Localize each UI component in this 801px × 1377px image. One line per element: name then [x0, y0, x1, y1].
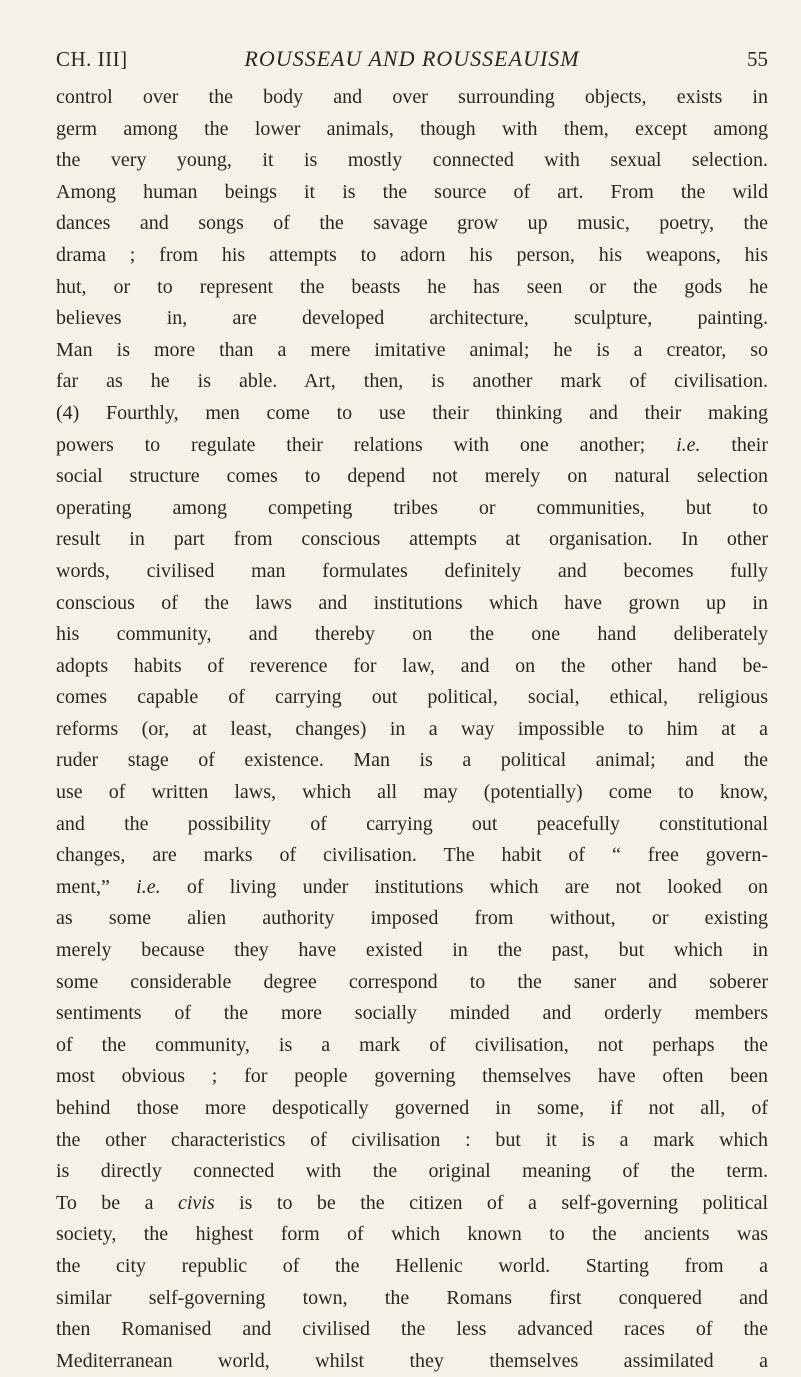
- text-line: Among human beings it is the source of art. From the wild: [56, 180, 768, 203]
- text-line: the other characteristics of civilisation : but it is a mark which: [56, 1128, 768, 1151]
- text-line: control over the body and over surrounding objects, exists in: [56, 86, 768, 108]
- text-line: ment,” i.e. of living under institutions which are not looked on: [56, 875, 768, 898]
- running-title: ROUSSEAU AND ROUSSEAUISM: [244, 46, 580, 71]
- text-line: use of written laws, which all may (potentially) come to know,: [56, 781, 768, 804]
- text-line: social structure comes to depend not merely on natural selection: [56, 465, 768, 488]
- text-line: hut, or to represent the beasts he has seen or the gods he: [56, 275, 768, 298]
- text-line: and the possibility of carrying out peacefully constitutional: [56, 812, 768, 835]
- text-line: the city republic of the Hellenic world. Starting from a: [56, 1254, 768, 1277]
- text-line: comes capable of carrying out political, social, ethical, religious: [56, 686, 768, 709]
- text-line: then Romanised and civilised the less advanced races of the: [56, 1318, 768, 1341]
- text-line: Man is more than a mere imitative animal; he is a creator, so: [56, 338, 768, 361]
- text-line: operating among competing tribes or communities, but to: [56, 496, 768, 519]
- text-line: similar self-governing town, the Romans first conquered and: [56, 1286, 768, 1309]
- text-line: the very young, it is mostly connected with sexual selection.: [56, 149, 768, 172]
- text-line: is directly connected with the original meaning of the term.: [56, 1160, 768, 1183]
- text-line: conscious of the laws and institutions which have grown up in: [56, 591, 768, 614]
- body-text: [56, 82, 768, 1377]
- text-line: his community, and thereby on the one hand deliberately: [56, 623, 768, 646]
- text-line: ruder stage of existence. Man is a political animal; and the: [56, 749, 768, 772]
- text-line: Mediterranean world, whilst they themselves assimilated a: [56, 1349, 768, 1372]
- text-line: powers to regulate their relations with one another; i.e. their: [56, 433, 768, 456]
- text-line: dances and songs of the savage grow up music, poetry, the: [56, 212, 768, 235]
- text-line: merely because they have existed in the past, but which in: [56, 939, 768, 962]
- text-line: sentiments of the more socially minded and orderly members: [56, 1002, 768, 1025]
- text-line: (4) Fourthly, men come to use their thinking and their making: [56, 401, 768, 424]
- text-line: most obvious ; for people governing themselves have often been: [56, 1065, 768, 1088]
- text-line: believes in, are developed architecture, sculpture, painting.: [56, 307, 768, 330]
- chapter-label: CH. III]: [56, 47, 128, 71]
- running-head: [56, 44, 768, 74]
- text-line: germ among the lower animals, though with them, except among: [56, 117, 768, 140]
- text-line: of the community, is a mark of civilisation, not perhaps the: [56, 1033, 768, 1056]
- text-line: some considerable degree correspond to the saner and soberer: [56, 970, 768, 993]
- text-line: society, the highest form of which known to the ancients was: [56, 1223, 768, 1246]
- text-line: reforms (or, at least, changes) in a way impossible to him at a: [56, 717, 768, 740]
- text-line: drama ; from his attempts to adorn his person, his weapons, his: [56, 243, 768, 266]
- text-line: as some alien authority imposed from without, or existing: [56, 907, 768, 930]
- text-line: behind those more despotically governed in some, if not all, of: [56, 1097, 768, 1119]
- text-line: words, civilised man formulates definitely and becomes fully: [56, 559, 768, 582]
- page-number: 55: [747, 47, 768, 71]
- text-line: changes, are marks of civilisation. The habit of “ free govern-: [56, 844, 768, 867]
- text-line: far as he is able. Art, then, is another mark of civilisation.: [56, 370, 768, 393]
- text-line: To be a civis is to be the citizen of a self-governing political: [56, 1191, 768, 1214]
- text-line: result in part from conscious attempts at organisation. In other: [56, 528, 768, 551]
- text-line: adopts habits of reverence for law, and on the other hand be-: [56, 654, 768, 677]
